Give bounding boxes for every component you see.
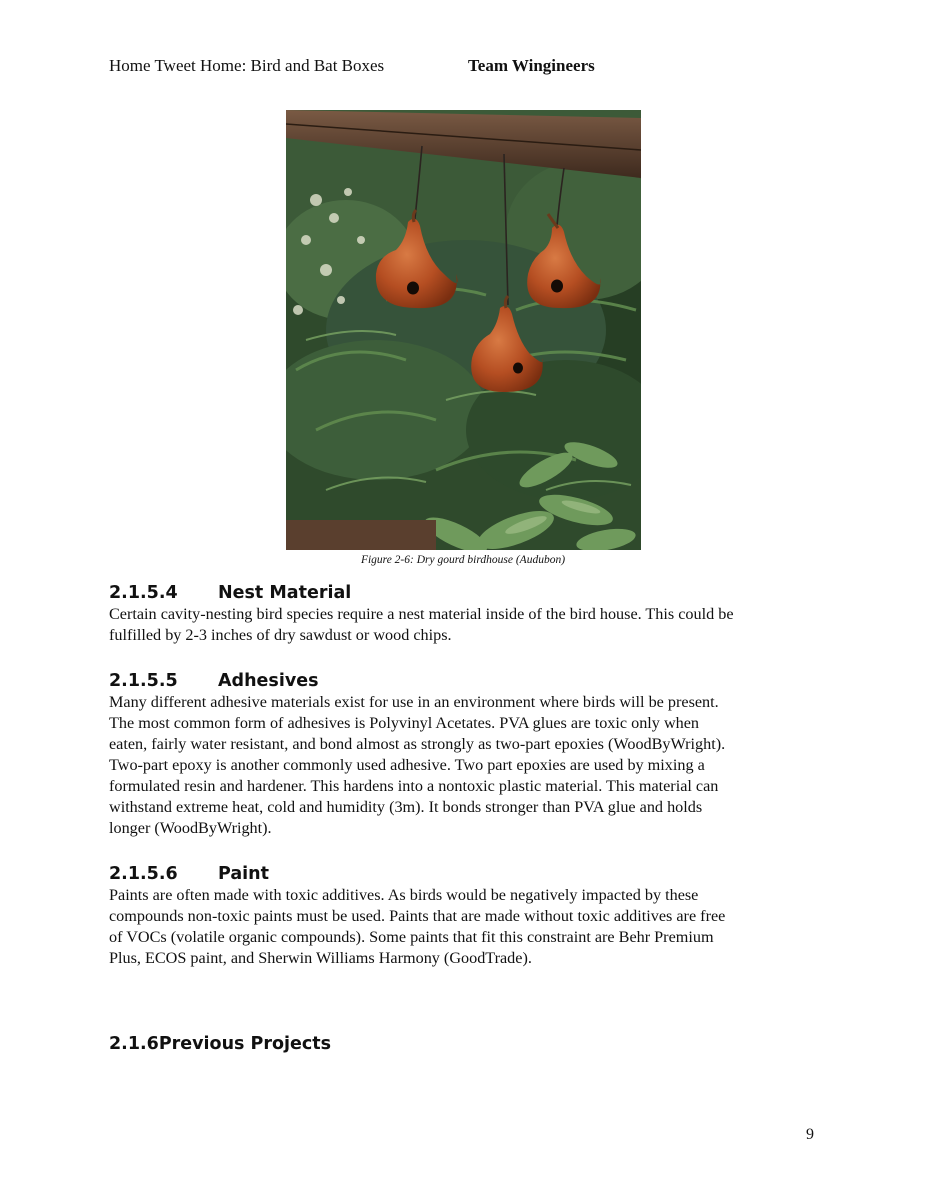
body-line: compounds non-toxic paints must be used. Paints that are made without toxic additives are free xyxy=(109,907,726,925)
body-line: eaten, fairly water resistant, and bond almost as strongly as two-part epoxies (WoodByWright). xyxy=(109,735,726,753)
section-body xyxy=(109,885,819,969)
section-nest-material xyxy=(109,582,819,646)
body-line: withstand extreme heat, cold and humidity (3m). It bonds stronger than PVA glue and holds xyxy=(109,798,703,816)
section-title: Paint xyxy=(218,864,269,884)
section-title: Previous Projects xyxy=(158,1034,332,1054)
section-number: 2.1.6 xyxy=(109,1034,159,1054)
section-paint xyxy=(109,863,819,969)
section-number: 2.1.5.4 xyxy=(109,583,178,603)
body-line: of VOCs (volatile organic compounds). Some paints that fit this constraint are Behr Premium xyxy=(109,928,714,946)
body-line: Paints are often made with toxic additives. As birds would be negatively impacted by these xyxy=(109,886,699,904)
body-line: formulated resin and hardener. This hardens into a nontoxic plastic material. This material can xyxy=(109,777,719,795)
body-line: The most common form of adhesives is Polyvinyl Acetates. PVA glues are toxic only when xyxy=(109,714,700,732)
section-heading xyxy=(109,582,819,604)
section-heading xyxy=(109,670,819,692)
section-heading xyxy=(109,863,819,885)
body-line: longer (WoodByWright). xyxy=(109,819,272,837)
body-line: Plus, ECOS paint, and Sherwin Williams Harmony (GoodTrade). xyxy=(109,949,532,967)
section-body xyxy=(109,604,819,646)
section-adhesives xyxy=(109,670,819,839)
figure-gourd-birdhouse-photo xyxy=(286,110,641,550)
section-number: 2.1.5.6 xyxy=(109,864,178,884)
body-line: fulfilled by 2-3 inches of dry sawdust or wood chips. xyxy=(109,626,452,644)
header-title: Home Tweet Home: Bird and Bat Boxes xyxy=(109,56,385,75)
section-body xyxy=(109,692,819,839)
figure-caption: Figure 2-6: Dry gourd birdhouse (Audubon) xyxy=(360,554,566,566)
body-line: Two-part epoxy is another commonly used adhesive. Two part epoxies are used by mixing a xyxy=(109,756,705,774)
section-title: Adhesives xyxy=(218,671,319,691)
header-team-name: Team Wingineers xyxy=(468,56,595,75)
section-heading-previous-projects xyxy=(109,1033,331,1055)
body-line: Certain cavity-nesting bird species require a nest material inside of the bird house. This could be xyxy=(109,605,734,623)
body-line: Many different adhesive materials exist for use in an environment where birds will be present. xyxy=(109,693,719,711)
section-number: 2.1.5.5 xyxy=(109,671,178,691)
page-number: 9 xyxy=(806,1126,814,1143)
section-title: Nest Material xyxy=(218,583,352,603)
